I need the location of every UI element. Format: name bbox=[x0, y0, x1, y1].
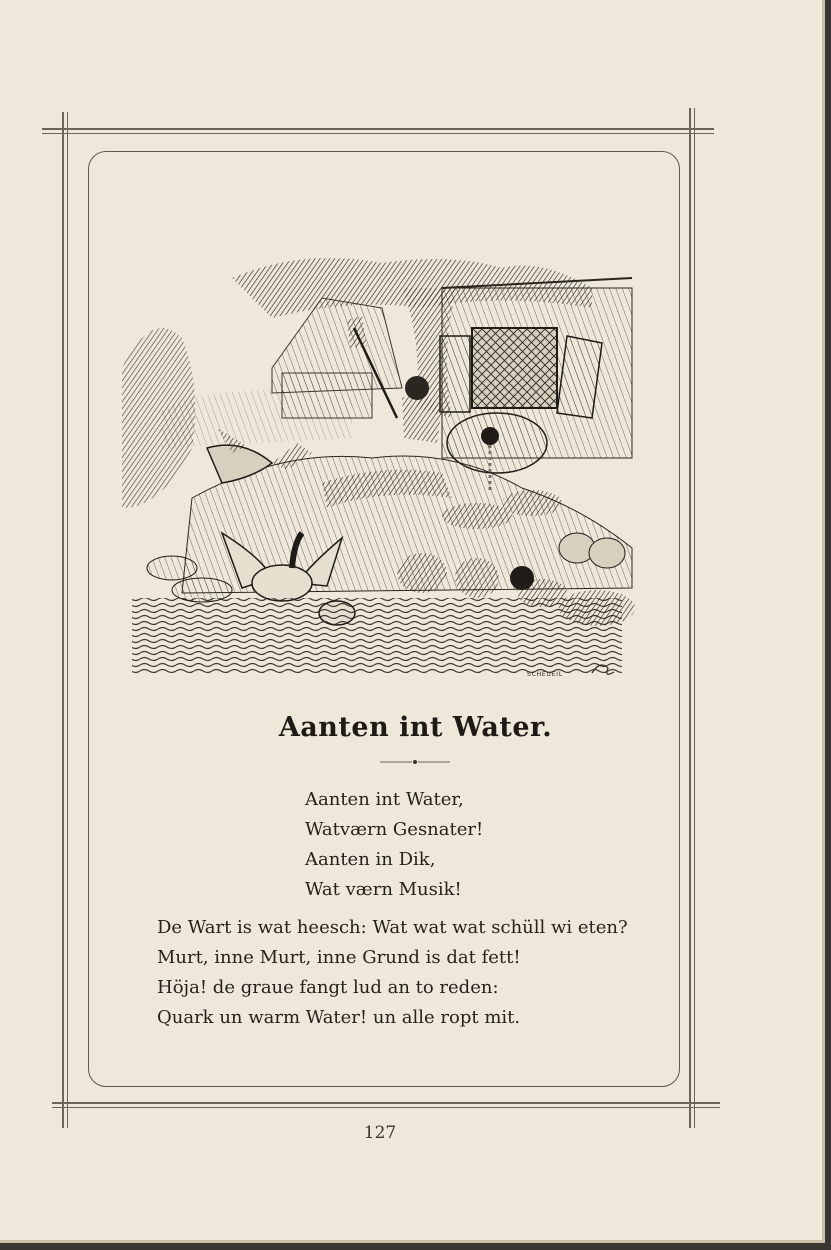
stanza-2-line: Murt, inne Murt, inne Grund is dat fett! bbox=[157, 947, 521, 968]
duck-pond-engraving bbox=[122, 248, 636, 688]
title-ornament-divider bbox=[350, 755, 480, 769]
poem-title: Aanten int Water. bbox=[278, 712, 553, 743]
frame-rule-right-1 bbox=[689, 108, 691, 1128]
frame-rule-left-2 bbox=[67, 112, 68, 1128]
poem-stanza-2 bbox=[157, 913, 628, 1033]
stanza-1-line: Watværn Gesnater! bbox=[305, 819, 484, 840]
stanza-1-line: Aanten int Water, bbox=[305, 789, 464, 810]
frame-rule-bottom-2 bbox=[52, 1107, 720, 1108]
stanza-2-line: De Wart is wat heesch: Wat wat wat schüll wi eten? bbox=[157, 917, 628, 938]
stanza-1-line: Aanten in Dik, bbox=[305, 849, 436, 870]
artist-signature: SCHEUEIL bbox=[527, 671, 563, 678]
stanza-2-line: Quark un warm Water! un alle ropt mit. bbox=[157, 1007, 521, 1028]
frame-rule-bottom-1 bbox=[52, 1102, 720, 1104]
stanza-1-line: Wat værn Musik! bbox=[305, 879, 462, 900]
frame-rule-left-1 bbox=[62, 112, 64, 1128]
frame-rule-right-2 bbox=[694, 108, 695, 1128]
poem-stanza-1 bbox=[305, 785, 483, 905]
stanza-2-line: Höja! de graue fangt lud an to reden: bbox=[157, 977, 499, 998]
page-number: 127 bbox=[363, 1123, 397, 1143]
frame-rule-top-1 bbox=[42, 128, 714, 130]
frame-rule-top-2 bbox=[42, 133, 714, 134]
